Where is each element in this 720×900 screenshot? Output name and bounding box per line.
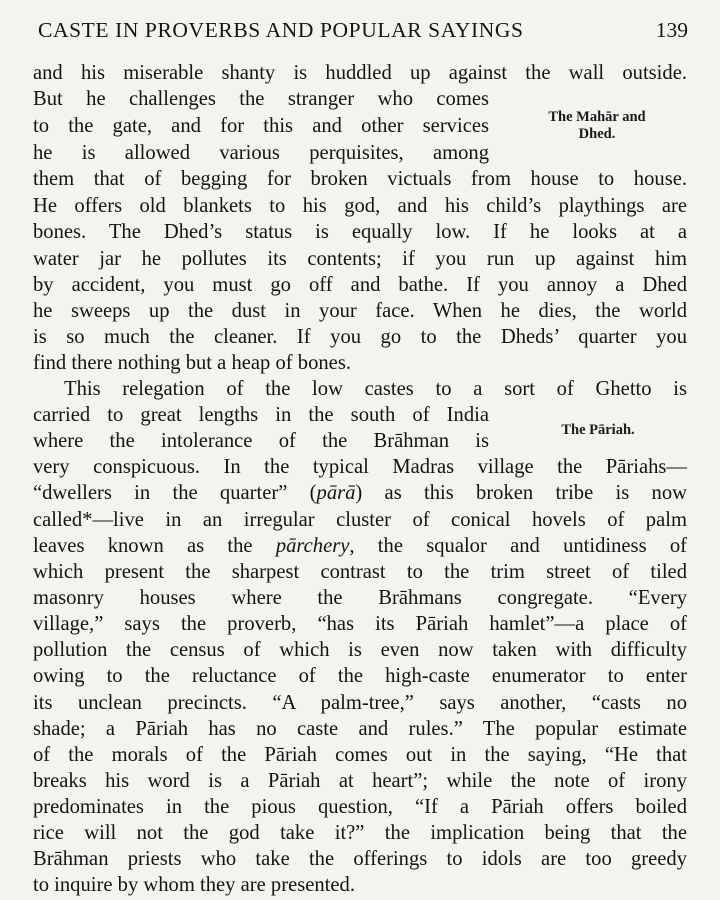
- text-line: breaks his word is a Pāriah at heart”; while the note of irony: [33, 770, 687, 792]
- text-line: called*—live in an irregular cluster of conical hovels of palm: [33, 509, 687, 531]
- text-line: to inquire by whom they are presented.: [33, 874, 355, 896]
- text-line: of the morals of the Pāriah comes out in the saying, “He that: [33, 744, 687, 766]
- sidenote-mahar-line-2: Dhed.: [578, 126, 616, 142]
- text-line: find there nothing but a heap of bones.: [33, 352, 351, 374]
- text-line: where the intolerance of the Brāhman is: [33, 430, 489, 452]
- text-line: bones. The Dhed’s status is equally low. If he looks at a: [33, 221, 687, 243]
- text-line: by accident, you must go off and bathe. If you annoy a Dhed: [33, 274, 687, 296]
- text-line: He offers old blankets to his god, and his child’s playthings are: [33, 195, 687, 217]
- text-line: village,” says the proverb, “has its Pāriah hamlet”—a place of: [33, 613, 687, 635]
- text-line: is so much the cleaner. If you go to the Dheds’ quarter you: [33, 326, 687, 348]
- running-head: [38, 18, 688, 48]
- text-line: and his miserable shanty is huddled up against the wall outside.: [33, 62, 687, 84]
- text-line: rice will not the god take it?” the implication being that the: [33, 822, 687, 844]
- text-line: shade; a Pāriah has no caste and rules.” The popular estimate: [33, 718, 687, 740]
- text-line: carried to great lengths in the south of India: [33, 404, 489, 426]
- text-line: But he challenges the stranger who comes: [33, 88, 489, 110]
- text-line: he is allowed various perquisites, among: [33, 142, 489, 164]
- italic-term: pārā: [316, 482, 356, 504]
- text-line: to the gate, and for this and other services: [33, 115, 489, 137]
- text-line: pollution the census of which is even now taken with difficulty: [33, 639, 687, 661]
- text-segment: , the squalor and untidiness of: [349, 535, 687, 557]
- text-line: its unclean precincts. “A palm-tree,” says another, “casts no: [33, 692, 687, 714]
- text-line: predominates in the pious question, “If a Pāriah offers boiled: [33, 796, 687, 818]
- text-segment: “dwellers in the quarter” (: [33, 482, 317, 504]
- text-segment: leaves known as the: [33, 535, 276, 557]
- running-title: CASTE IN PROVERBS AND POPULAR SAYINGS: [38, 18, 524, 42]
- text-line: owing to the reluctance of the high-caste enumerator to enter: [33, 665, 687, 687]
- text-line: Brāhman priests who take the offerings to idols are too greedy: [33, 848, 687, 870]
- italic-term: pārchery: [275, 535, 350, 557]
- text-line: them that of begging for broken victuals from house to house.: [33, 168, 687, 190]
- paragraph-first-line: This relegation of the low castes to a sort of Ghetto is: [64, 378, 687, 400]
- text-line-with-italic: [33, 480, 687, 506]
- text-segment: ) as this broken tribe is now: [355, 482, 687, 504]
- text-line: which present the sharpest contrast to the trim street of tiled: [33, 561, 687, 583]
- text-line: very conspicuous. In the typical Madras village the Pāriahs—: [33, 456, 687, 478]
- sidenote-mahar-line-1: The Mahār and: [548, 109, 646, 125]
- sidenote-pariah: The Pāriah.: [561, 422, 635, 438]
- sidenote-mahar-and-dhed: [524, 109, 670, 143]
- text-line: water jar he pollutes its contents; if you run up against him: [33, 248, 687, 270]
- text-line-with-italic: [33, 533, 687, 559]
- text-line: he sweeps up the dust in your face. When he dies, the world: [33, 300, 687, 322]
- text-line: masonry houses where the Brāhmans congregate. “Every: [33, 587, 687, 609]
- page-number: 139: [655, 18, 688, 42]
